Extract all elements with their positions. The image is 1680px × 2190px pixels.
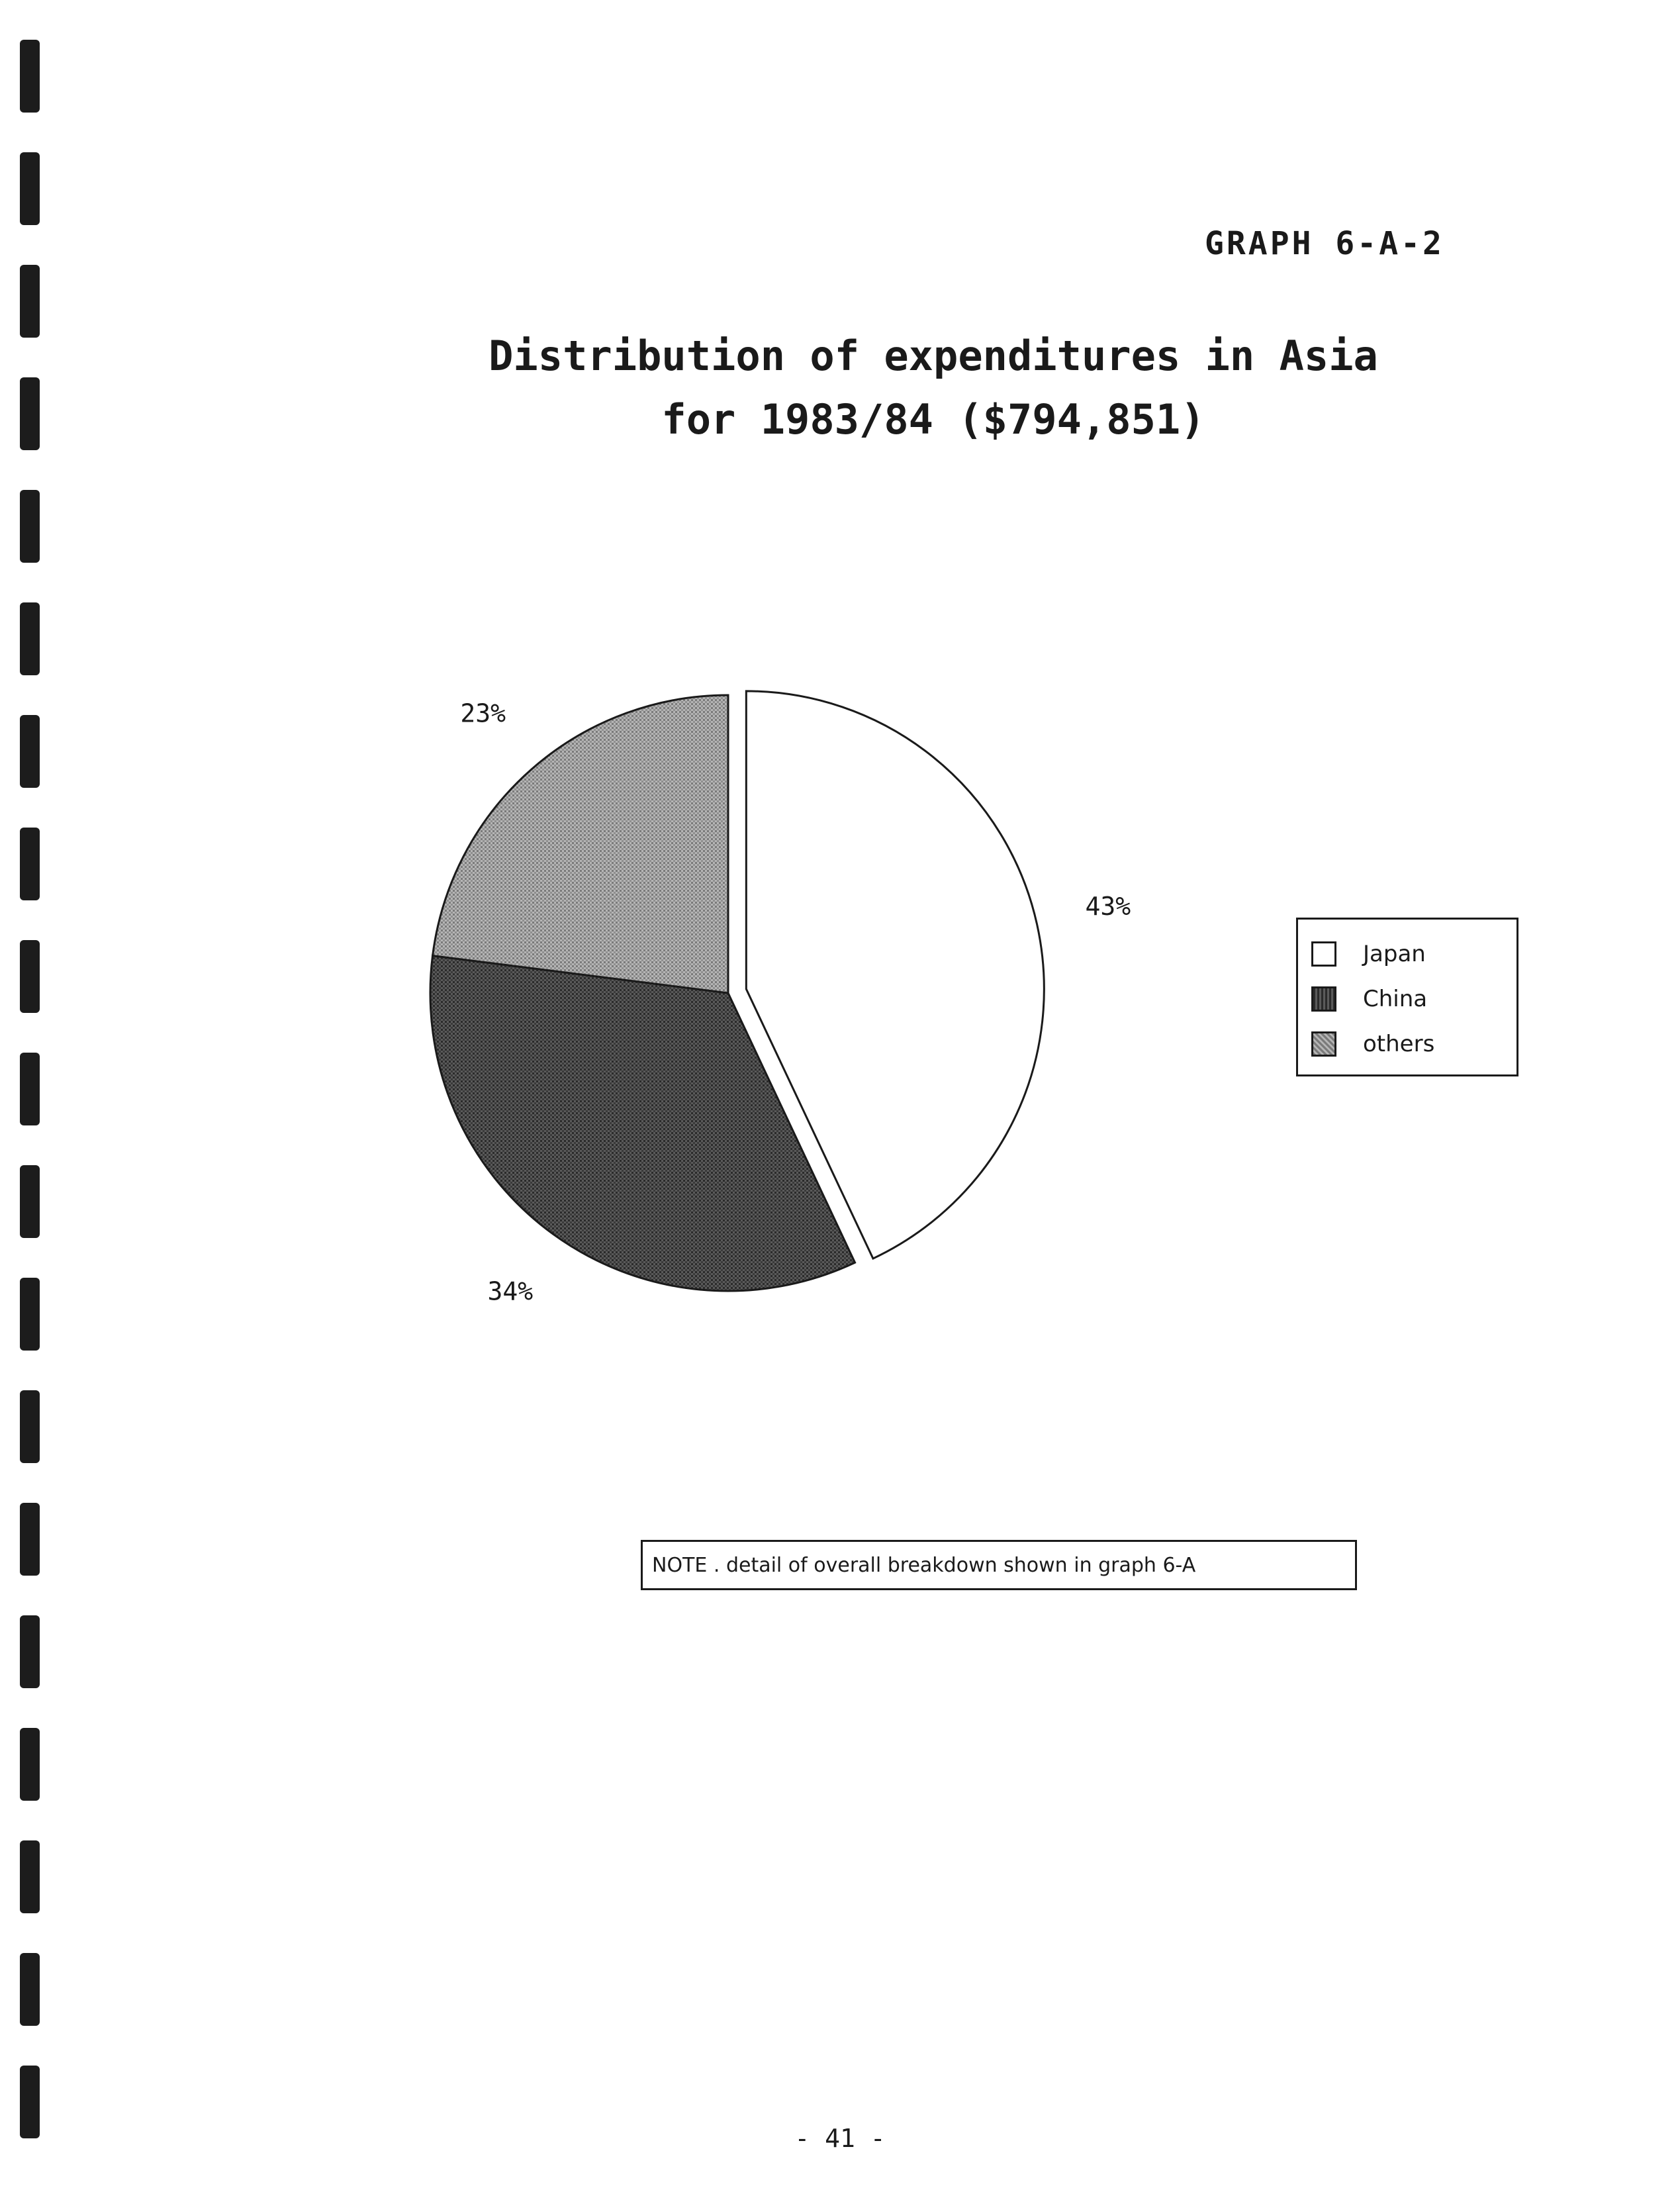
pie-chart — [397, 675, 1131, 1337]
graph-label: GRAPH 6-A-2 — [1205, 225, 1444, 262]
binding-holes — [20, 40, 46, 2158]
binding-hole — [20, 40, 40, 113]
legend-item-others — [1298, 1022, 1517, 1067]
note-box: NOTE . detail of overall breakdown shown in graph 6-A — [641, 1540, 1357, 1590]
binding-hole — [20, 1840, 40, 1913]
legend — [1296, 918, 1518, 1076]
page-number: - 41 - — [794, 2124, 886, 2153]
binding-hole — [20, 940, 40, 1013]
binding-hole — [20, 490, 40, 563]
binding-hole — [20, 828, 40, 900]
chart-title-line-2: for 1983/84 ($794,851) — [661, 395, 1205, 444]
binding-hole — [20, 1165, 40, 1238]
binding-hole — [20, 1953, 40, 2026]
binding-hole — [20, 152, 40, 225]
pie-slice-others — [433, 695, 728, 993]
legend-item-china — [1298, 976, 1517, 1022]
legend-label-china: China — [1363, 986, 1428, 1012]
binding-hole — [20, 1503, 40, 1576]
legend-label-japan: Japan — [1363, 941, 1426, 967]
binding-hole — [20, 2066, 40, 2138]
chart-title-line-1: Distribution of expenditures in Asia — [489, 332, 1378, 380]
binding-hole — [20, 265, 40, 338]
binding-hole — [20, 1728, 40, 1801]
legend-swatch-china — [1311, 986, 1336, 1012]
legend-item-japan — [1298, 931, 1517, 976]
binding-hole — [20, 602, 40, 675]
pie-label-japan: 43% — [1085, 892, 1131, 922]
binding-hole — [20, 1278, 40, 1351]
pie-label-china: 34% — [487, 1276, 534, 1306]
pie-label-others: 23% — [460, 698, 506, 728]
binding-hole — [20, 715, 40, 788]
chart-title — [463, 324, 1403, 452]
legend-label-others: others — [1363, 1031, 1435, 1057]
binding-hole — [20, 1390, 40, 1463]
binding-hole — [20, 1615, 40, 1688]
legend-swatch-japan — [1311, 941, 1336, 967]
binding-hole — [20, 377, 40, 450]
legend-swatch-others — [1311, 1031, 1336, 1057]
binding-hole — [20, 1053, 40, 1125]
